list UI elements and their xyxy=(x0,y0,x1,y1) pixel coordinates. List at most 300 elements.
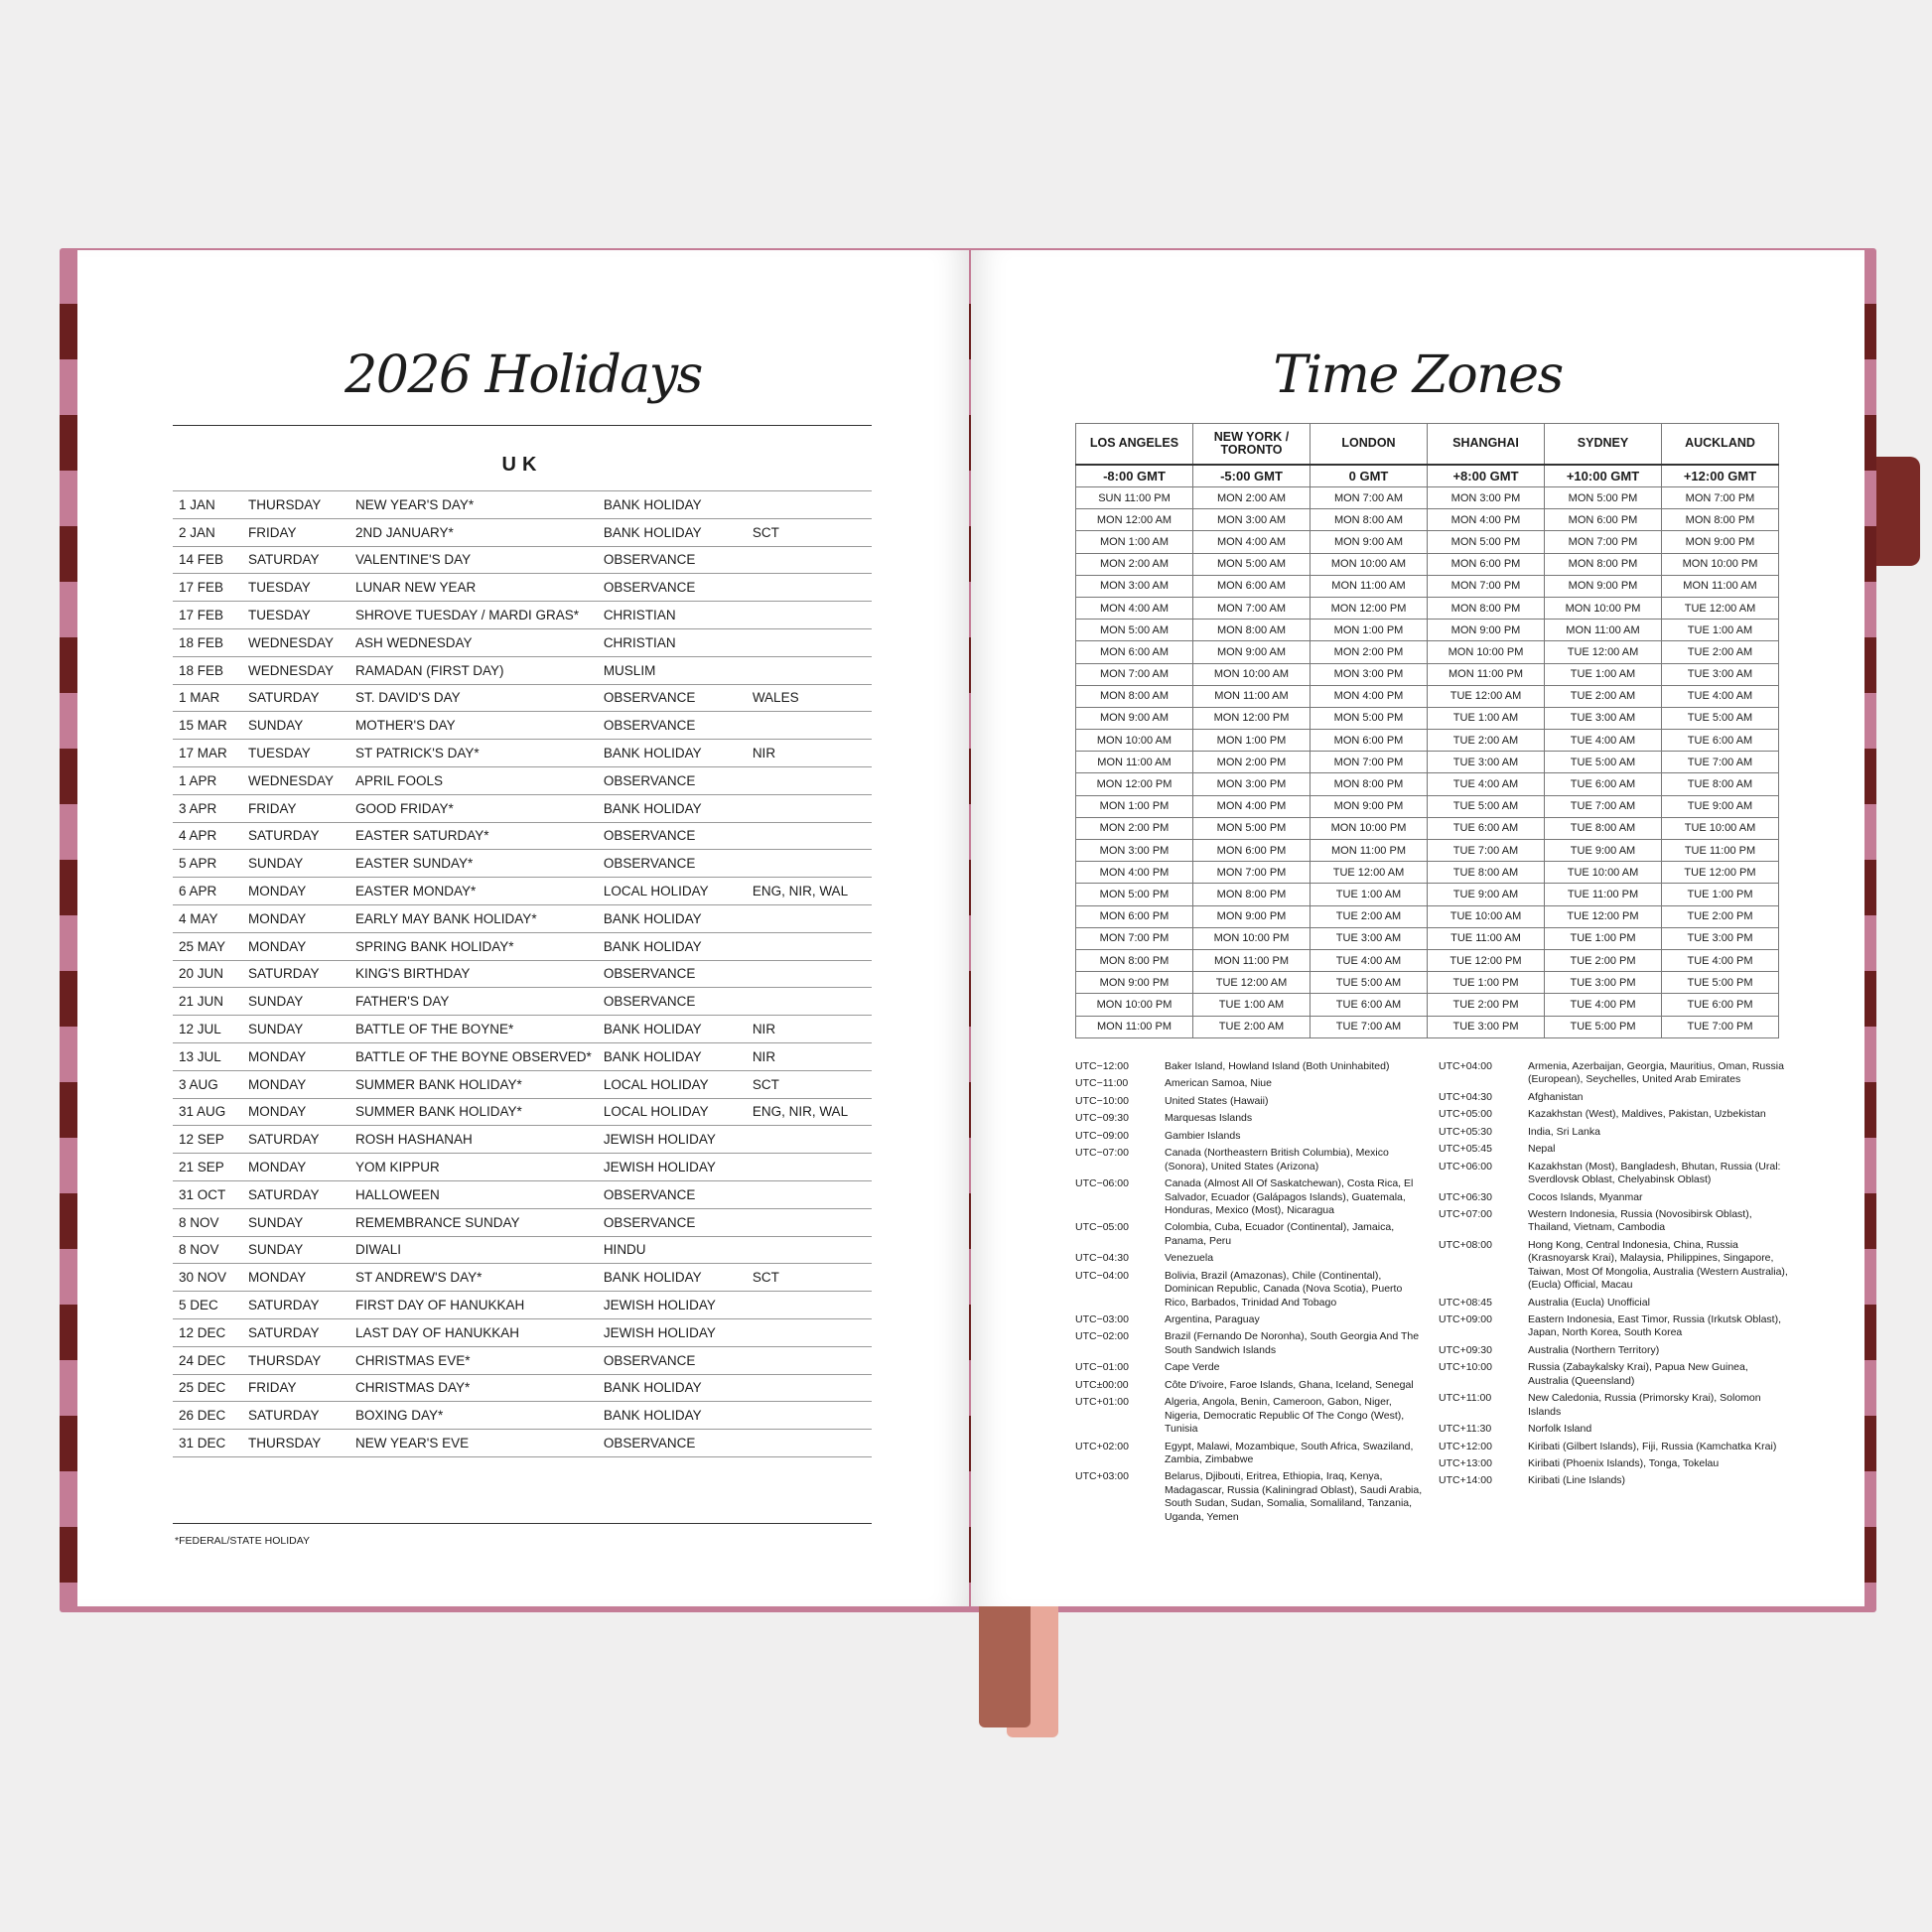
table-row xyxy=(1076,487,1779,509)
holiday-type: OBSERVANCE xyxy=(598,1346,747,1374)
time-cell: TUE 7:00 AM xyxy=(1428,840,1545,862)
time-cell: TUE 5:00 PM xyxy=(1662,972,1779,994)
utc-code: UTC−07:00 xyxy=(1075,1147,1129,1160)
time-cell: MON 12:00 PM xyxy=(1311,597,1428,619)
time-cell: MON 4:00 PM xyxy=(1076,862,1193,884)
time-cell: MON 7:00 AM xyxy=(1193,597,1311,619)
utc-entry xyxy=(1075,1441,1427,1467)
time-cell: MON 7:00 PM xyxy=(1428,575,1545,597)
holiday-type: BANK HOLIDAY xyxy=(598,1374,747,1402)
time-cell: MON 2:00 PM xyxy=(1193,752,1311,773)
holiday-name: SUMMER BANK HOLIDAY* xyxy=(349,1098,598,1126)
time-cell: TUE 7:00 PM xyxy=(1662,1016,1779,1037)
holiday-region xyxy=(747,546,872,574)
time-cell: MON 6:00 PM xyxy=(1545,509,1662,531)
time-cell: TUE 11:00 PM xyxy=(1545,884,1662,905)
utc-regions: Cape Verde xyxy=(1165,1361,1220,1374)
utc-regions: Hong Kong, Central Indonesia, China, Russia (Krasnoyarsk Krai), Malaysia, Philippines, Singapore, Taiwan, Most Of Mongolia, Australia (Western Australia), (Eucla) Official, Macau xyxy=(1528,1238,1788,1292)
time-cell: MON 6:00 AM xyxy=(1193,575,1311,597)
table-row xyxy=(1076,927,1779,949)
time-cell: TUE 3:00 AM xyxy=(1428,752,1545,773)
holiday-date: 17 FEB xyxy=(173,602,242,629)
table-row xyxy=(173,1154,872,1181)
holiday-type: LOCAL HOLIDAY xyxy=(598,878,747,905)
time-cell: MON 8:00 PM xyxy=(1428,597,1545,619)
holiday-type: OBSERVANCE xyxy=(598,574,747,602)
holiday-date: 25 DEC xyxy=(173,1374,242,1402)
utc-entry xyxy=(1075,1060,1427,1073)
gmt-offset-row xyxy=(1076,465,1779,487)
time-cell: TUE 1:00 PM xyxy=(1545,927,1662,949)
utc-code: UTC−12:00 xyxy=(1075,1060,1129,1072)
holiday-region: NIR xyxy=(747,1016,872,1043)
time-cell: TUE 1:00 PM xyxy=(1428,972,1545,994)
holiday-region xyxy=(747,602,872,629)
holiday-date: 2 JAN xyxy=(173,518,242,546)
time-cell: MON 9:00 PM xyxy=(1076,972,1193,994)
time-cell: TUE 7:00 AM xyxy=(1545,795,1662,817)
time-cell: MON 9:00 PM xyxy=(1311,795,1428,817)
holiday-weekday: TUESDAY xyxy=(242,602,349,629)
time-cell: TUE 2:00 PM xyxy=(1428,994,1545,1016)
utc-code: UTC+11:30 xyxy=(1439,1423,1492,1436)
timezones-table xyxy=(1075,423,1779,1038)
table-row xyxy=(1076,994,1779,1016)
time-cell: MON 10:00 PM xyxy=(1428,641,1545,663)
holiday-weekday: WEDNESDAY xyxy=(242,628,349,656)
time-cell: TUE 2:00 AM xyxy=(1193,1016,1311,1037)
table-row xyxy=(1076,972,1779,994)
utc-code: UTC+05:45 xyxy=(1439,1143,1492,1156)
table-row xyxy=(1076,707,1779,729)
holiday-date: 20 JUN xyxy=(173,960,242,988)
time-cell: MON 4:00 AM xyxy=(1076,597,1193,619)
holiday-weekday: MONDAY xyxy=(242,904,349,932)
utc-code: UTC−06:00 xyxy=(1075,1177,1129,1190)
holiday-name: KING'S BIRTHDAY xyxy=(349,960,598,988)
table-row xyxy=(1076,641,1779,663)
utc-regions: Australia (Northern Territory) xyxy=(1528,1343,1660,1356)
timezones-page xyxy=(971,250,1864,1606)
time-cell: MON 3:00 PM xyxy=(1428,487,1545,509)
utc-regions: Canada (Almost All Of Saskatchewan), Costa Rica, El Salvador, Ecuador (Galápagos Islands), Guatemala, Honduras, Mexico (Most), Nicaragua xyxy=(1165,1177,1414,1216)
utc-entry xyxy=(1439,1474,1790,1487)
time-cell: MON 1:00 PM xyxy=(1311,620,1428,641)
time-cell: MON 7:00 PM xyxy=(1662,487,1779,509)
time-cell: MON 5:00 PM xyxy=(1428,531,1545,553)
table-row xyxy=(173,1042,872,1070)
holiday-type: BANK HOLIDAY xyxy=(598,1016,747,1043)
holiday-type: BANK HOLIDAY xyxy=(598,794,747,822)
time-cell: MON 8:00 AM xyxy=(1076,685,1193,707)
holiday-weekday: THURSDAY xyxy=(242,1346,349,1374)
time-cell: MON 10:00 AM xyxy=(1311,553,1428,575)
holiday-region xyxy=(747,988,872,1016)
utc-entry xyxy=(1439,1344,1790,1357)
holiday-weekday: MONDAY xyxy=(242,878,349,905)
table-row xyxy=(173,1016,872,1043)
holiday-type: LOCAL HOLIDAY xyxy=(598,1070,747,1098)
holiday-name: NEW YEAR'S DAY* xyxy=(349,491,598,519)
holiday-type: JEWISH HOLIDAY xyxy=(598,1154,747,1181)
utc-entry xyxy=(1439,1191,1790,1204)
bookmark-ribbon-dark[interactable] xyxy=(979,1588,1031,1727)
utc-entry xyxy=(1075,1330,1427,1357)
utc-entry xyxy=(1439,1208,1790,1235)
holiday-region xyxy=(747,656,872,684)
holiday-name: GOOD FRIDAY* xyxy=(349,794,598,822)
holiday-weekday: SATURDAY xyxy=(242,1126,349,1154)
table-row xyxy=(173,850,872,878)
holiday-region xyxy=(747,491,872,519)
holiday-region xyxy=(747,1346,872,1374)
time-cell: MON 2:00 AM xyxy=(1193,487,1311,509)
table-row xyxy=(1076,620,1779,641)
utc-code: UTC+03:00 xyxy=(1075,1470,1129,1483)
holiday-date: 5 DEC xyxy=(173,1292,242,1319)
holiday-date: 25 MAY xyxy=(173,932,242,960)
utc-entry xyxy=(1439,1297,1790,1310)
holiday-type: OBSERVANCE xyxy=(598,822,747,850)
column-header: LONDON xyxy=(1311,424,1428,466)
utc-regions: Norfolk Island xyxy=(1528,1423,1592,1436)
time-cell: TUE 8:00 AM xyxy=(1545,817,1662,839)
holiday-date: 12 DEC xyxy=(173,1318,242,1346)
time-cell: TUE 12:00 AM xyxy=(1193,972,1311,994)
utc-entry xyxy=(1075,1361,1427,1374)
holiday-region xyxy=(747,1292,872,1319)
utc-regions: Kiribati (Line Islands) xyxy=(1528,1474,1626,1487)
utc-regions: United States (Hawaii) xyxy=(1165,1094,1269,1107)
time-cell: TUE 2:00 AM xyxy=(1428,730,1545,752)
table-row xyxy=(173,1236,872,1264)
holiday-region xyxy=(747,932,872,960)
time-cell: MON 5:00 PM xyxy=(1076,884,1193,905)
utc-list-right xyxy=(1439,1060,1790,1528)
column-header: SYDNEY xyxy=(1545,424,1662,466)
table-row xyxy=(1076,795,1779,817)
table-row xyxy=(173,712,872,740)
utc-entry xyxy=(1439,1313,1790,1340)
utc-code: UTC−09:00 xyxy=(1075,1129,1129,1142)
time-cell: MON 11:00 PM xyxy=(1076,1016,1193,1037)
holiday-date: 14 FEB xyxy=(173,546,242,574)
table-row xyxy=(173,988,872,1016)
country-heading: UK xyxy=(501,454,543,476)
holiday-weekday: MONDAY xyxy=(242,1042,349,1070)
time-cell: MON 8:00 PM xyxy=(1193,884,1311,905)
time-cell: MON 2:00 PM xyxy=(1311,641,1428,663)
holiday-date: 13 JUL xyxy=(173,1042,242,1070)
gmt-offset: +12:00 GMT xyxy=(1662,465,1779,487)
time-cell: TUE 5:00 AM xyxy=(1662,707,1779,729)
time-cell: TUE 5:00 AM xyxy=(1428,795,1545,817)
time-cell: TUE 12:00 AM xyxy=(1545,641,1662,663)
elastic-closure-band[interactable] xyxy=(1876,457,1920,566)
utc-entry xyxy=(1439,1091,1790,1104)
holiday-date: 1 APR xyxy=(173,766,242,794)
time-cell: TUE 4:00 AM xyxy=(1662,685,1779,707)
holiday-name: BATTLE OF THE BOYNE* xyxy=(349,1016,598,1043)
table-row xyxy=(173,822,872,850)
time-cell: MON 10:00 PM xyxy=(1545,597,1662,619)
holidays-page xyxy=(77,250,969,1606)
utc-regions: Cocos Islands, Myanmar xyxy=(1528,1190,1643,1203)
holiday-region xyxy=(747,1180,872,1208)
time-cell: MON 11:00 AM xyxy=(1076,752,1193,773)
holiday-name: BATTLE OF THE BOYNE OBSERVED* xyxy=(349,1042,598,1070)
holiday-weekday: FRIDAY xyxy=(242,518,349,546)
time-cell: MON 9:00 PM xyxy=(1428,620,1545,641)
holiday-weekday: SUNDAY xyxy=(242,712,349,740)
time-cell: MON 2:00 PM xyxy=(1076,817,1193,839)
utc-regions: Belarus, Djibouti, Eritrea, Ethiopia, Iraq, Kenya, Madagascar, Russia (Kaliningrad Oblast), Saudi Arabia, South Sudan, Sudan, Somalia, Somaliland, Tanzania, Uganda, Yemen xyxy=(1165,1470,1423,1523)
utc-code: UTC+08:00 xyxy=(1439,1238,1492,1251)
time-cell: TUE 6:00 PM xyxy=(1662,994,1779,1016)
utc-code: UTC+10:00 xyxy=(1439,1361,1492,1374)
table-row xyxy=(1076,509,1779,531)
holiday-type: BANK HOLIDAY xyxy=(598,518,747,546)
holiday-region xyxy=(747,960,872,988)
holiday-type: OBSERVANCE xyxy=(598,546,747,574)
time-cell: MON 11:00 PM xyxy=(1193,949,1311,971)
table-row xyxy=(173,684,872,712)
holiday-weekday: FRIDAY xyxy=(242,794,349,822)
time-cell: TUE 6:00 AM xyxy=(1428,817,1545,839)
time-cell: MON 7:00 PM xyxy=(1193,862,1311,884)
time-cell: MON 3:00 AM xyxy=(1076,575,1193,597)
utc-code: UTC+06:00 xyxy=(1439,1160,1492,1173)
holiday-name: 2ND JANUARY* xyxy=(349,518,598,546)
time-cell: MON 7:00 PM xyxy=(1545,531,1662,553)
table-row xyxy=(173,1208,872,1236)
holiday-name: VALENTINE'S DAY xyxy=(349,546,598,574)
utc-entry xyxy=(1439,1457,1790,1470)
holiday-type: OBSERVANCE xyxy=(598,850,747,878)
time-cell: TUE 10:00 AM xyxy=(1662,817,1779,839)
utc-entry xyxy=(1075,1313,1427,1326)
time-cell: TUE 10:00 AM xyxy=(1545,862,1662,884)
time-cell: TUE 9:00 AM xyxy=(1428,884,1545,905)
time-cell: TUE 1:00 AM xyxy=(1662,620,1779,641)
utc-regions: Gambier Islands xyxy=(1165,1129,1241,1142)
holiday-region: ENG, NIR, WAL xyxy=(747,1098,872,1126)
time-cell: MON 9:00 AM xyxy=(1193,641,1311,663)
time-cell: TUE 6:00 AM xyxy=(1545,773,1662,795)
time-cell: MON 8:00 AM xyxy=(1311,509,1428,531)
time-cell: MON 11:00 AM xyxy=(1193,685,1311,707)
time-cell: TUE 2:00 PM xyxy=(1545,949,1662,971)
holiday-weekday: SATURDAY xyxy=(242,960,349,988)
time-cell: TUE 2:00 AM xyxy=(1311,905,1428,927)
holiday-date: 3 AUG xyxy=(173,1070,242,1098)
time-cell: MON 10:00 PM xyxy=(1662,553,1779,575)
table-row xyxy=(1076,575,1779,597)
holiday-name: CHRISTMAS EVE* xyxy=(349,1346,598,1374)
utc-code: UTC−04:30 xyxy=(1075,1252,1129,1265)
time-cell: TUE 2:00 AM xyxy=(1662,641,1779,663)
utc-entry xyxy=(1075,1112,1427,1125)
utc-regions: Kiribati (Gilbert Islands), Fiji, Russia (Kamchatka Krai) xyxy=(1528,1440,1777,1452)
time-cell: TUE 3:00 PM xyxy=(1662,927,1779,949)
holiday-weekday: SATURDAY xyxy=(242,684,349,712)
table-row xyxy=(1076,884,1779,905)
time-cell: TUE 5:00 PM xyxy=(1545,1016,1662,1037)
time-cell: TUE 10:00 AM xyxy=(1428,905,1545,927)
holiday-name: LAST DAY OF HANUKKAH xyxy=(349,1318,598,1346)
time-cell: MON 6:00 PM xyxy=(1428,553,1545,575)
utc-regions: Algeria, Angola, Benin, Cameroon, Gabon, Niger, Nigeria, Democratic Republic Of The Congo (West), Tunisia xyxy=(1165,1396,1405,1436)
holiday-region: NIR xyxy=(747,740,872,767)
utc-entry xyxy=(1075,1270,1427,1310)
table-row xyxy=(173,1402,872,1430)
time-cell: TUE 9:00 AM xyxy=(1545,840,1662,862)
utc-regions: Venezuela xyxy=(1165,1252,1214,1265)
table-row xyxy=(1076,862,1779,884)
utc-regions: Russia (Zabaykalsky Krai), Papua New Guinea, Australia (Queensland) xyxy=(1528,1361,1748,1387)
table-row xyxy=(1076,685,1779,707)
time-cell: MON 10:00 AM xyxy=(1076,730,1193,752)
utc-entry xyxy=(1439,1161,1790,1187)
utc-code: UTC+12:00 xyxy=(1439,1440,1492,1452)
holiday-type: JEWISH HOLIDAY xyxy=(598,1318,747,1346)
time-cell: MON 5:00 AM xyxy=(1076,620,1193,641)
holiday-name: ST ANDREW'S DAY* xyxy=(349,1264,598,1292)
utc-code: UTC−02:00 xyxy=(1075,1330,1129,1343)
time-cell: MON 11:00 PM xyxy=(1428,663,1545,685)
holiday-date: 18 FEB xyxy=(173,656,242,684)
table-row xyxy=(1076,949,1779,971)
utc-regions: Western Indonesia, Russia (Novosibirsk Oblast), Thailand, Vietnam, Cambodia xyxy=(1528,1207,1752,1234)
time-cell: MON 5:00 PM xyxy=(1311,707,1428,729)
holidays-table-section xyxy=(173,425,872,1457)
table-row xyxy=(1076,840,1779,862)
holiday-date: 12 SEP xyxy=(173,1126,242,1154)
holiday-name: SPRING BANK HOLIDAY* xyxy=(349,932,598,960)
table-row xyxy=(173,491,872,519)
time-cell: TUE 8:00 AM xyxy=(1662,773,1779,795)
time-cell: MON 6:00 AM xyxy=(1076,641,1193,663)
column-header: SHANGHAI xyxy=(1428,424,1545,466)
utc-entry xyxy=(1439,1441,1790,1453)
time-cell: MON 8:00 AM xyxy=(1193,620,1311,641)
time-cell: TUE 1:00 AM xyxy=(1428,707,1545,729)
utc-regions: Kazakhstan (West), Maldives, Pakistan, Uzbekistan xyxy=(1528,1108,1766,1121)
utc-regions: Kiribati (Phoenix Islands), Tonga, Tokelau xyxy=(1528,1456,1720,1469)
holiday-weekday: SATURDAY xyxy=(242,1318,349,1346)
utc-entry xyxy=(1439,1060,1790,1087)
time-cell: TUE 5:00 AM xyxy=(1311,972,1428,994)
bottom-divider xyxy=(173,1523,872,1524)
time-cell: MON 4:00 PM xyxy=(1428,509,1545,531)
time-cell: TUE 4:00 AM xyxy=(1311,949,1428,971)
holiday-type: LOCAL HOLIDAY xyxy=(598,1098,747,1126)
gmt-offset: +8:00 GMT xyxy=(1428,465,1545,487)
column-header: NEW YORK / TORONTO xyxy=(1193,424,1311,466)
time-cell: MON 8:00 PM xyxy=(1311,773,1428,795)
utc-regions: Egypt, Malawi, Mozambique, South Africa, Swaziland, Zambia, Zimbabwe xyxy=(1165,1440,1414,1465)
utc-regions: Marquesas Islands xyxy=(1165,1112,1253,1125)
table-row xyxy=(173,1346,872,1374)
time-cell: MON 6:00 PM xyxy=(1311,730,1428,752)
holiday-region xyxy=(747,712,872,740)
table-row xyxy=(1076,597,1779,619)
time-cell: TUE 12:00 AM xyxy=(1311,862,1428,884)
time-cell: MON 10:00 PM xyxy=(1076,994,1193,1016)
holiday-weekday: SATURDAY xyxy=(242,1180,349,1208)
time-cell: MON 11:00 AM xyxy=(1545,620,1662,641)
holiday-date: 4 MAY xyxy=(173,904,242,932)
holiday-type: BANK HOLIDAY xyxy=(598,1402,747,1430)
table-row xyxy=(1076,531,1779,553)
holiday-date: 26 DEC xyxy=(173,1402,242,1430)
holiday-region xyxy=(747,1374,872,1402)
holiday-date: 31 AUG xyxy=(173,1098,242,1126)
holiday-region xyxy=(747,1402,872,1430)
table-row xyxy=(173,740,872,767)
utc-code: UTC+07:00 xyxy=(1439,1207,1492,1220)
table-row xyxy=(1076,1016,1779,1037)
utc-entry xyxy=(1075,1177,1427,1217)
utc-code: UTC+11:00 xyxy=(1439,1392,1492,1405)
table-row xyxy=(173,904,872,932)
table-row xyxy=(173,1126,872,1154)
utc-entry xyxy=(1075,1077,1427,1090)
holiday-region xyxy=(747,794,872,822)
table-row xyxy=(173,1098,872,1126)
table-row xyxy=(1076,663,1779,685)
table-row xyxy=(173,932,872,960)
gmt-offset: 0 GMT xyxy=(1311,465,1428,487)
time-cell: TUE 9:00 AM xyxy=(1662,795,1779,817)
table-row xyxy=(1076,553,1779,575)
utc-entry xyxy=(1075,1396,1427,1436)
utc-entry xyxy=(1075,1470,1427,1524)
holiday-date: 5 APR xyxy=(173,850,242,878)
time-cell: MON 12:00 PM xyxy=(1193,707,1311,729)
holiday-weekday: TUESDAY xyxy=(242,740,349,767)
holiday-name: SHROVE TUESDAY / MARDI GRAS* xyxy=(349,602,598,629)
time-cell: TUE 3:00 AM xyxy=(1311,927,1428,949)
time-cell: TUE 7:00 AM xyxy=(1311,1016,1428,1037)
holiday-name: HALLOWEEN xyxy=(349,1180,598,1208)
holiday-type: BANK HOLIDAY xyxy=(598,932,747,960)
time-cell: TUE 1:00 AM xyxy=(1545,663,1662,685)
utc-regions: New Caledonia, Russia (Primorsky Krai), Solomon Islands xyxy=(1528,1392,1761,1418)
holiday-type: JEWISH HOLIDAY xyxy=(598,1292,747,1319)
time-cell: MON 3:00 AM xyxy=(1193,509,1311,531)
holiday-region xyxy=(747,766,872,794)
time-cell: MON 10:00 PM xyxy=(1193,927,1311,949)
utc-regions: Kazakhstan (Most), Bangladesh, Bhutan, Russia (Ural: Sverdlovsk Oblast, Chelyabinsk Oblast) xyxy=(1528,1160,1781,1186)
time-cell: SUN 11:00 PM xyxy=(1076,487,1193,509)
time-cell: MON 11:00 PM xyxy=(1311,840,1428,862)
holiday-type: OBSERVANCE xyxy=(598,1180,747,1208)
table-row xyxy=(1076,730,1779,752)
table-row xyxy=(1076,817,1779,839)
time-cell: TUE 12:00 AM xyxy=(1428,685,1545,707)
time-cell: MON 3:00 PM xyxy=(1193,773,1311,795)
holiday-date: 4 APR xyxy=(173,822,242,850)
holiday-type: BANK HOLIDAY xyxy=(598,1264,747,1292)
holiday-name: EASTER MONDAY* xyxy=(349,878,598,905)
holiday-name: REMEMBRANCE SUNDAY xyxy=(349,1208,598,1236)
time-cell: TUE 4:00 AM xyxy=(1545,730,1662,752)
holiday-name: MOTHER'S DAY xyxy=(349,712,598,740)
holiday-date: 3 APR xyxy=(173,794,242,822)
time-cell: MON 5:00 PM xyxy=(1545,487,1662,509)
utc-code: UTC−09:30 xyxy=(1075,1112,1129,1125)
